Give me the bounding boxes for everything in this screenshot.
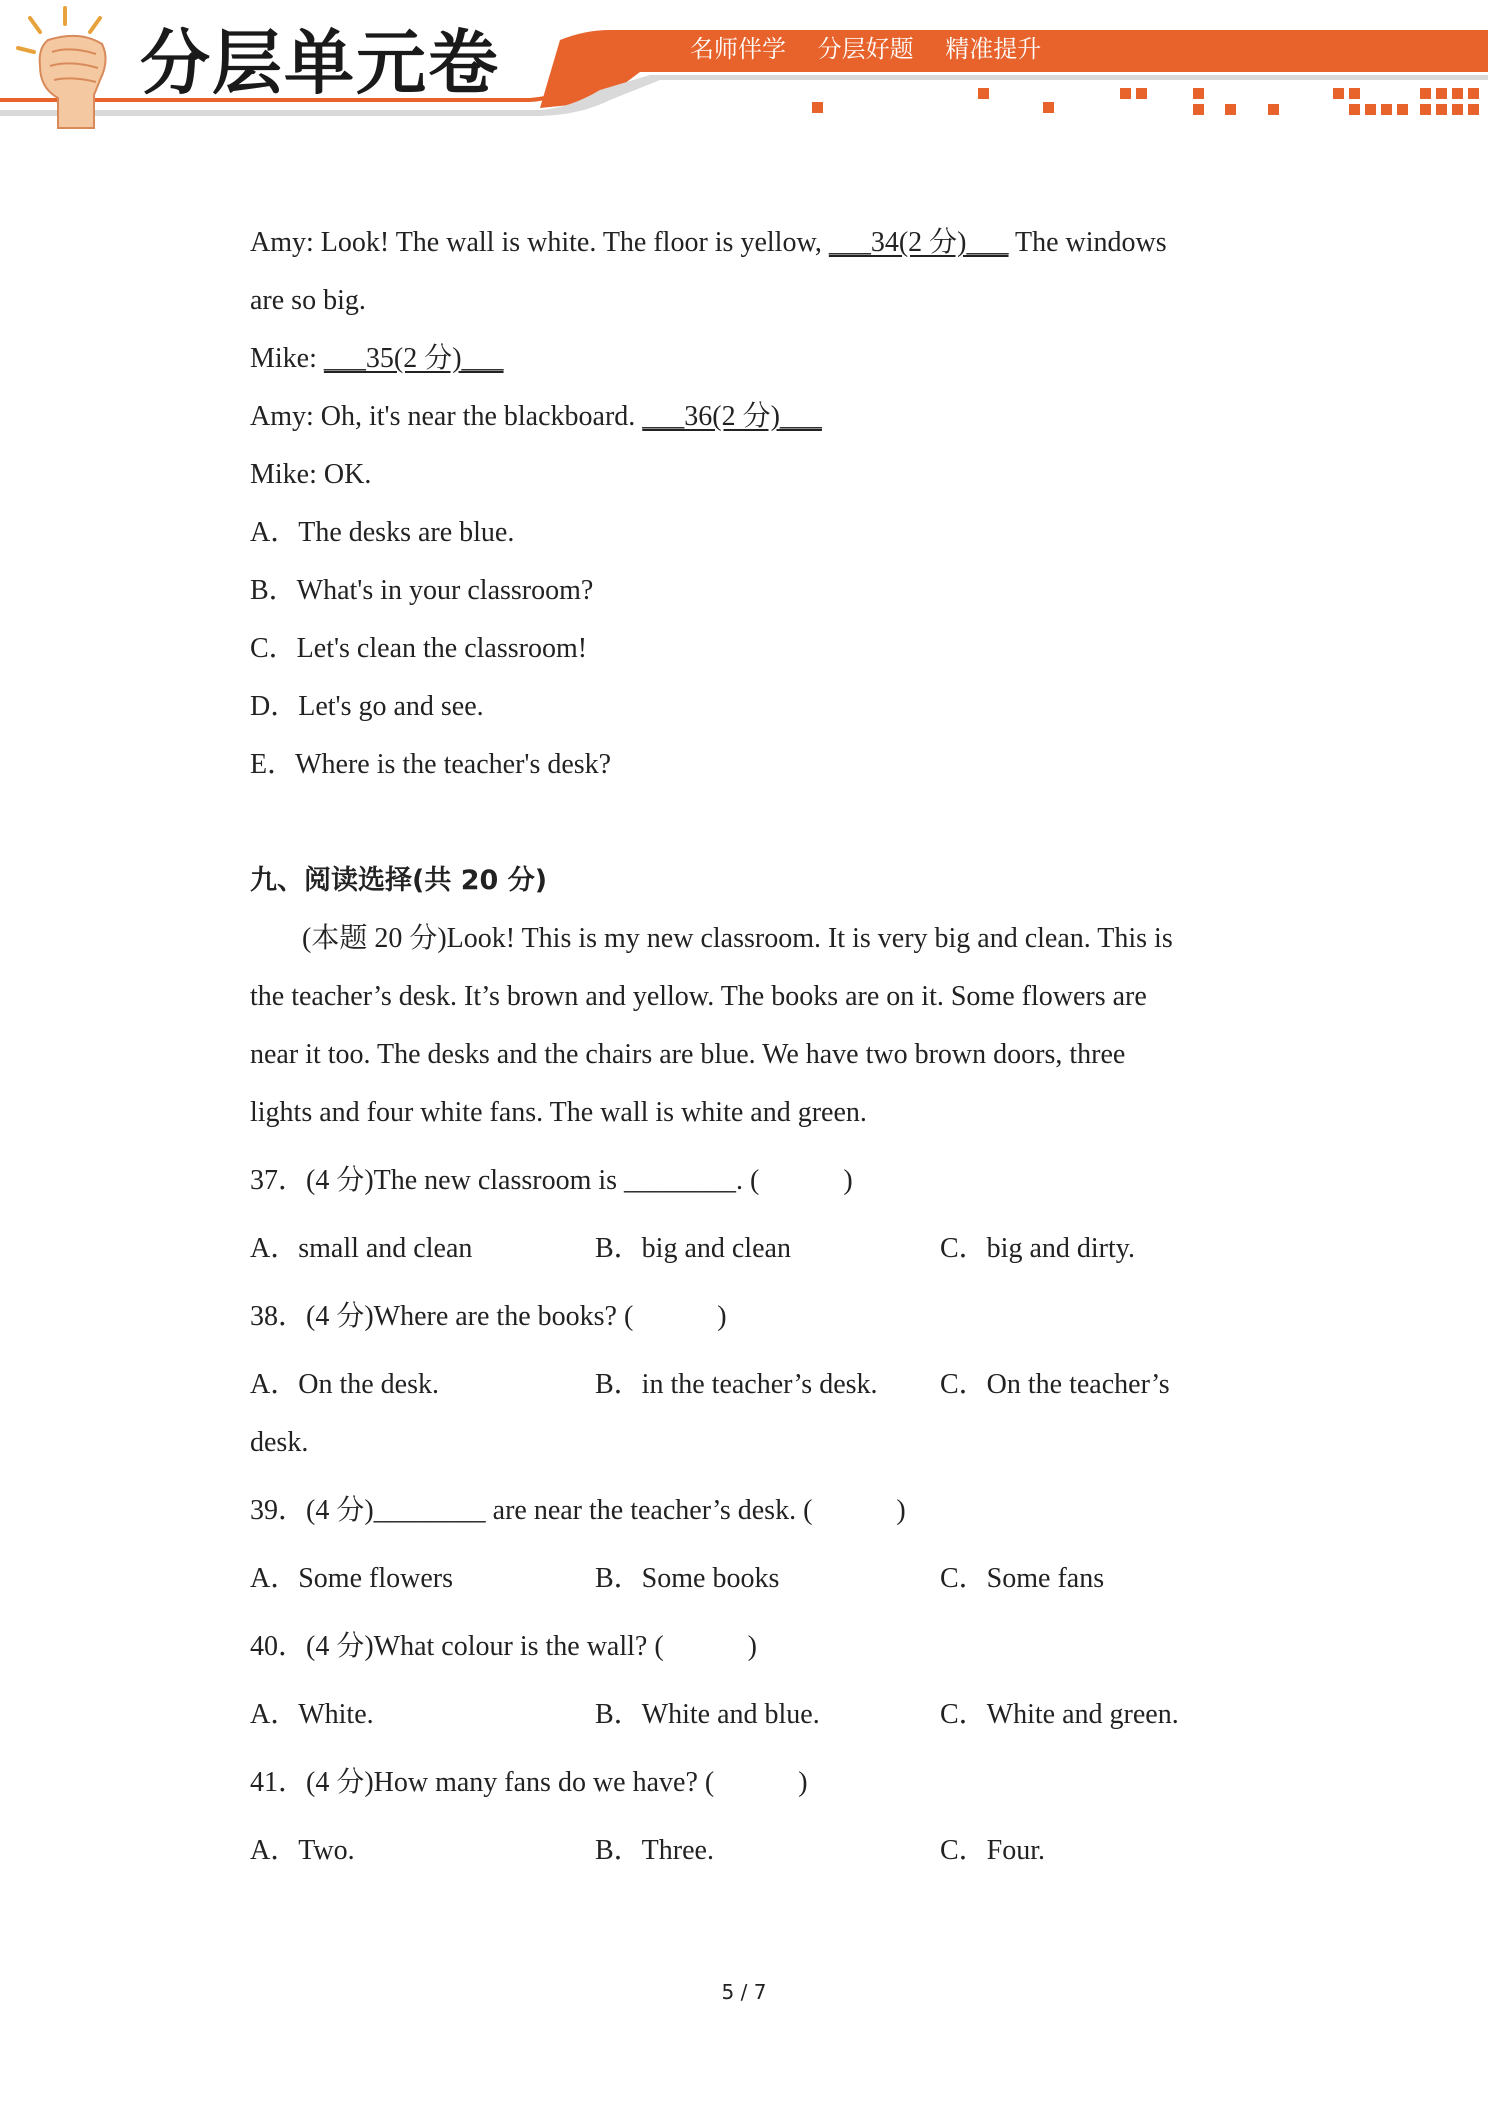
question-39-option-b: B．Some books — [595, 1563, 780, 1594]
answer-blank-34: ___34(2 分)___ — [828, 227, 1009, 258]
passage-line-2: the teacher’s desk. It’s brown and yellow. The books are on it. Some flowers are — [250, 981, 1147, 1012]
dialogue-text: Look! The wall is white. The floor is yellow, — [320, 227, 822, 258]
dialogue-text: OK. — [323, 459, 372, 490]
dialogue-line-5 — [250, 455, 371, 495]
question-39-option-a: A．Some flowers — [250, 1563, 453, 1594]
fist-icon — [10, 0, 130, 130]
question-38-option-a: A．On the desk. — [250, 1369, 439, 1400]
passage-line-3: near it too. The desks and the chairs are blue. We have two brown doors, three — [250, 1039, 1126, 1070]
dialogue-option-c: C．Let's clean the classroom! — [250, 633, 588, 664]
question-40-stem: 40．(4 分)What colour is the wall? ( ) — [250, 1631, 757, 1662]
question-40-option-c: C．White and green. — [940, 1699, 1179, 1730]
question-38-option-c: C．On the teacher’s — [940, 1369, 1170, 1400]
slogan-3: 精准提升 — [945, 35, 1042, 63]
dialogue-line-3 — [250, 339, 504, 379]
answer-blank-35: ___35(2 分)___ — [323, 343, 504, 374]
dialogue-option-b: B．What's in your classroom? — [250, 575, 594, 606]
slogan-2: 分层好题 — [817, 35, 914, 63]
question-41-option-b: B．Three. — [595, 1835, 714, 1866]
dialogue-option-a: A．The desks are blue. — [250, 517, 515, 548]
question-37-option-b: B．big and clean — [595, 1233, 791, 1264]
page-number: 5 / 7 — [721, 1980, 767, 2004]
dialogue-text: are so big. — [250, 285, 366, 316]
question-37-option-c: C．big and dirty. — [940, 1233, 1135, 1264]
question-38-option-b: B．in the teacher’s desk. — [595, 1369, 878, 1400]
speaker-label: Amy: — [250, 401, 314, 432]
answer-blank-36: ___36(2 分)___ — [642, 401, 822, 432]
dialogue-line-4 — [250, 397, 822, 437]
speaker-label: Amy: — [250, 227, 314, 258]
speaker-label: Mike: — [250, 343, 317, 374]
dialogue-option-d: D．Let's go and see. — [250, 691, 484, 722]
slogan-1: 名师伴学 — [690, 35, 786, 63]
section-title: 九、阅读选择(共 20 分) — [250, 865, 548, 896]
header-slogans — [690, 34, 1065, 64]
dialogue-line-2 — [250, 281, 366, 321]
question-38-stem: 38．(4 分)Where are the books? ( ) — [250, 1301, 727, 1332]
speaker-label: Mike: — [250, 459, 317, 490]
question-41-stem: 41．(4 分)How many fans do we have? ( ) — [250, 1767, 808, 1798]
question-41-option-a: A．Two. — [250, 1835, 355, 1866]
question-41-option-c: C．Four. — [940, 1835, 1046, 1866]
dialogue-option-e: E．Where is the teacher's desk? — [250, 749, 612, 780]
dialogue-text: The windows — [1015, 227, 1167, 258]
dialogue-line-1 — [250, 223, 1167, 263]
question-37-stem: 37．(4 分)The new classroom is ________. ( ) — [250, 1165, 853, 1196]
page-header — [0, 0, 1488, 130]
dialogue-text: Oh, it's near the blackboard. — [320, 401, 636, 432]
passage-line-1: (本题 20 分)Look! This is my new classroom. It is very big and clean. This is — [302, 923, 1173, 954]
question-39-option-c: C．Some fans — [940, 1563, 1105, 1594]
brand-title: 分层单元卷 — [140, 22, 500, 104]
question-40-option-a: A．White. — [250, 1699, 374, 1730]
question-37-option-a: A．small and clean — [250, 1233, 473, 1264]
question-38-option-c-wrap: desk. — [250, 1427, 309, 1458]
passage-line-4: lights and four white fans. The wall is white and green. — [250, 1097, 867, 1128]
question-40-option-b: B．White and blue. — [595, 1699, 820, 1730]
question-39-stem: 39．(4 分)________ are near the teacher’s desk. ( ) — [250, 1495, 906, 1526]
